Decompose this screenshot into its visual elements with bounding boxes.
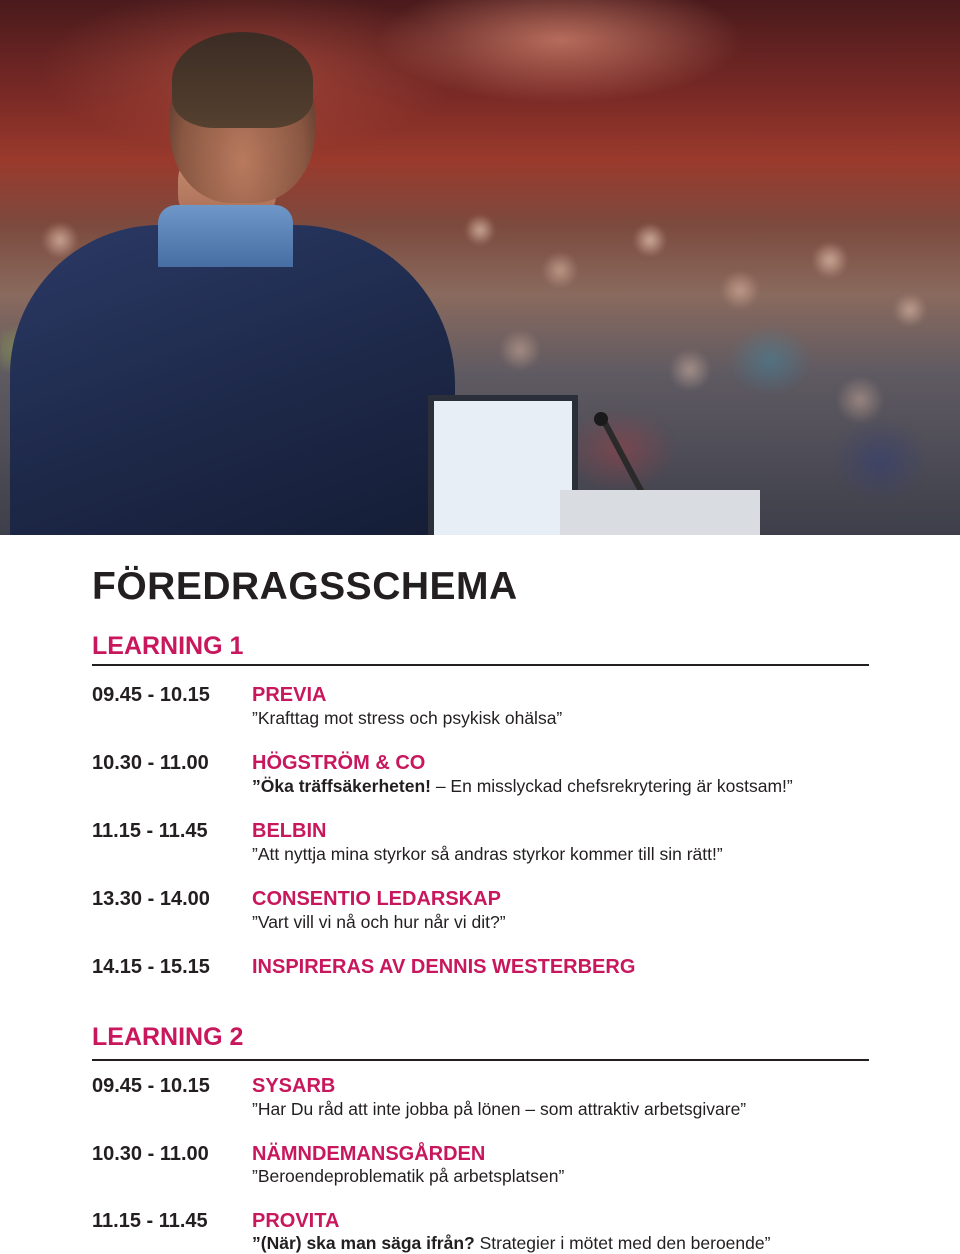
session-time: 10.30 - 11.00 <box>92 1143 209 1165</box>
podium <box>560 490 760 535</box>
session-topic: ”Krafttag mot stress och psykisk ohälsa” <box>252 708 563 728</box>
session-topic-bold: ”(När) ska man säga ifrån? <box>252 1233 475 1253</box>
session-speaker: HÖGSTRÖM & CO <box>252 752 426 774</box>
laptop-screen <box>428 395 578 535</box>
session-topic-rest: Strategier i mötet med den beroende” <box>474 1233 771 1253</box>
session-topic <box>252 776 793 797</box>
session-speaker: BELBIN <box>252 820 327 842</box>
session-time: 11.15 - 11.45 <box>92 820 208 842</box>
page-title: FÖREDRAGSSCHEMA <box>92 565 518 608</box>
session-speaker: PROVITA <box>252 1210 340 1232</box>
session-time: 10.30 - 11.00 <box>92 752 209 774</box>
session-topic: ”Att nyttja mina styrkor så andras styrkor kommer till sin rätt!” <box>252 844 723 864</box>
session-speaker: PREVIA <box>252 684 327 706</box>
hero-photo <box>0 0 960 535</box>
session-time: 09.45 - 10.15 <box>92 684 210 706</box>
session-speaker: CONSENTIO LEDARSKAP <box>252 888 501 910</box>
session-speaker: NÄMNDEMANSGÅRDEN <box>252 1143 486 1165</box>
session-topic-bold: ”Öka träffsäkerheten! <box>252 776 431 796</box>
session-topic: ”Beroendeproblematik på arbetsplatsen” <box>252 1166 565 1186</box>
section-divider <box>92 664 869 666</box>
session-speaker: SYSARB <box>252 1075 336 1097</box>
session-topic <box>252 1233 770 1254</box>
session-topic-rest: – En misslyckad chefsrekrytering är kostsam!” <box>430 776 793 796</box>
session-time: 09.45 - 10.15 <box>92 1075 210 1097</box>
session-time: 13.30 - 14.00 <box>92 888 210 910</box>
speaker-jacket <box>10 225 455 535</box>
session-speaker: INSPIRERAS AV DENNIS WESTERBERG <box>252 956 636 978</box>
speaker-hair <box>172 32 313 128</box>
session-topic: ”Har Du råd att inte jobba på lönen – som attraktiv arbetsgivare” <box>252 1099 747 1119</box>
section-title-learning-1: LEARNING 1 <box>92 632 244 660</box>
session-topic: ”Vart vill vi nå och hur når vi dit?” <box>252 912 506 932</box>
session-time: 14.15 - 15.15 <box>92 956 210 978</box>
speaker-collar <box>158 205 293 267</box>
section-divider <box>92 1059 869 1061</box>
session-time: 11.15 - 11.45 <box>92 1210 208 1232</box>
section-title-learning-2: LEARNING 2 <box>92 1023 244 1051</box>
microphone-icon <box>594 412 608 426</box>
